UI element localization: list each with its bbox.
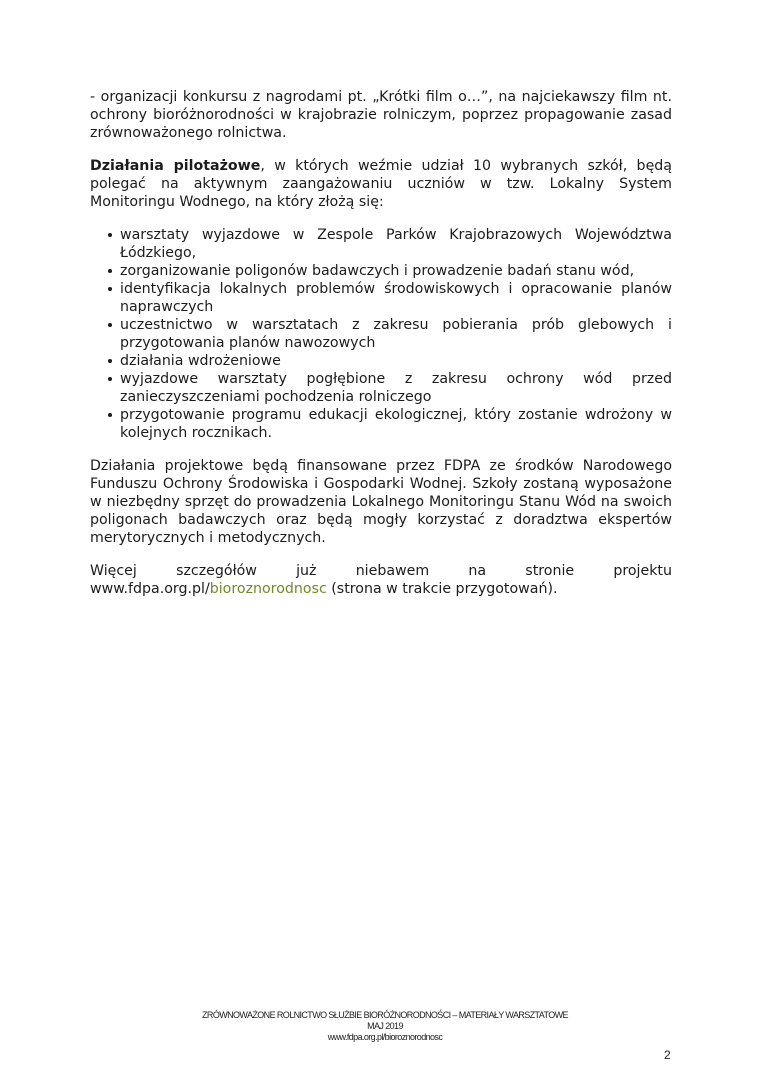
list-item: warsztaty wyjazdowe w Zespole Parków Krajobrazowych Województwa Łódzkiego, — [120, 227, 672, 261]
more-info-paragraph — [90, 562, 672, 598]
contest-paragraph: - organizacji konkursu z nagrodami pt. „Krótki film o…”, na najciekawszy film nt. ochrony bioróżnorodności w krajobrazie rolniczym, poprzez propagowanie zasad zrównoważonego rolnictwa. — [90, 89, 672, 141]
activities-list — [90, 226, 672, 442]
pilot-text: , w których weźmie udział 10 wybranych szkół, będą polegać na aktywnym zaangażowaniu uczniów w tzw. Lokalny System Monitoringu Wodnego, na który złożą się: — [90, 158, 672, 210]
project-link[interactable]: bioroznorodnosc — [209, 581, 327, 597]
word: niebawem — [355, 563, 430, 579]
url-prefix: www.fdpa.org.pl/ — [90, 581, 210, 597]
url-line — [90, 580, 672, 598]
list-item: przygotowanie programu edukacji ekologicznej, który zostanie wdrożony w kolejnych rocznikach. — [120, 407, 672, 441]
word: na — [468, 563, 487, 579]
document-body — [90, 88, 672, 598]
page-number: 2 — [664, 1048, 671, 1062]
url-suffix: (strona w trakcie przygotowań). — [326, 581, 558, 597]
word: stronie — [525, 563, 575, 579]
word: już — [296, 563, 317, 579]
word: Więcej — [90, 563, 137, 579]
list-item: zorganizowanie poligonów badawczych i prowadzenie badań stanu wód, — [120, 262, 672, 280]
list-item: uczestnictwo w warsztatach z zakresu pobierania prób glebowych i przygotowania planów nawozowych — [120, 317, 672, 351]
list-item: wyjazdowe warsztaty pogłębione z zakresu ochrony wód przed zanieczyszczeniami pochodzenia rolniczego — [120, 371, 672, 405]
list-item: działania wdrożeniowe — [120, 352, 672, 370]
word: projektu — [613, 563, 672, 579]
pilot-heading: Działania pilotażowe — [90, 158, 261, 174]
footer-url: www.fdpa.org.pl/bioroznorodnosc — [327, 1032, 443, 1042]
list-item: identyfikacja lokalnych problemów środowiskowych i opracowanie planów naprawczych — [120, 281, 672, 315]
footer-title: ZRÓWNOWAŻONE ROLNICTWO SŁUŻBIE BIORÓŻNORODNOŚCI – MATERIAŁY WARSZTATOWE — [202, 1010, 568, 1020]
pilot-paragraph — [90, 157, 672, 211]
footer-date: MAJ 2019 — [367, 1021, 403, 1031]
more-info-line — [90, 562, 672, 580]
funding-paragraph: Działania projektowe będą finansowane przez FDPA ze środków Narodowego Funduszu Ochrony Środowiska i Gospodarki Wodnej. Szkoły zostaną wyposażone w niezbędny sprzęt do prowadzenia Lokalnego Monitoringu Stanu Wód na swoich poligonach badawczych oraz będą mogły korzystać z doradztwa ekspertów merytorycznych i metodycznych. — [90, 458, 672, 546]
word: szczegółów — [176, 563, 257, 579]
page-footer — [160, 1010, 610, 1043]
